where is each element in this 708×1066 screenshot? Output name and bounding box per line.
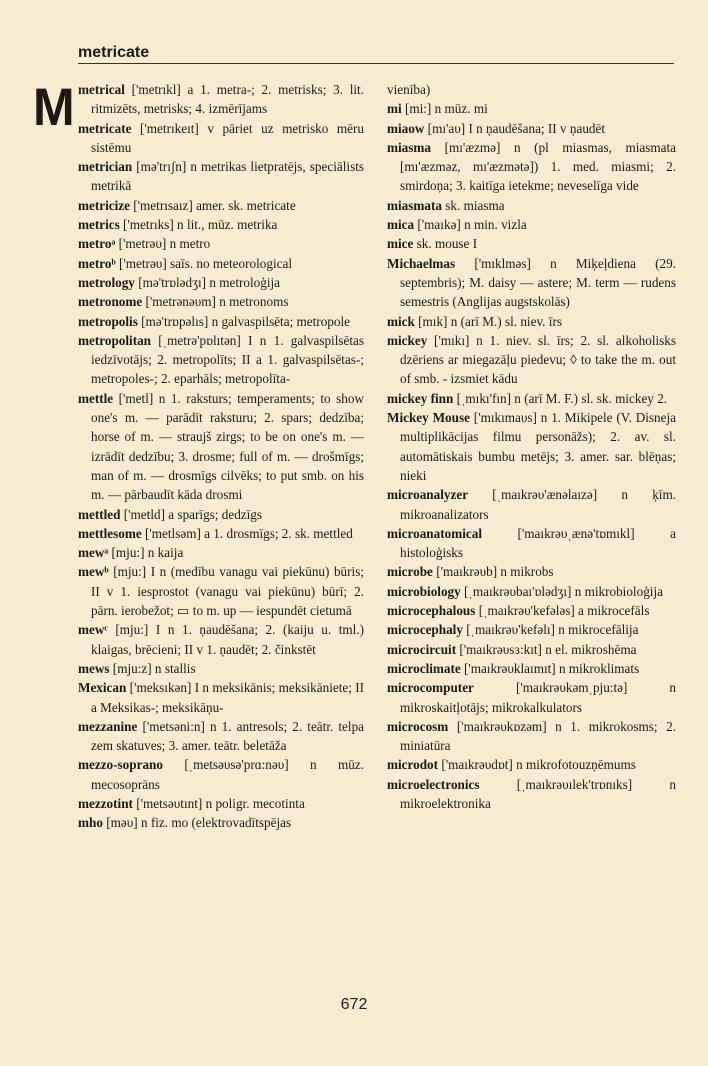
entry-pronunciation: [mə'trıʃn]: [136, 159, 187, 175]
dictionary-entry: [387, 138, 676, 196]
entry-definition: n poligr. mecotinta: [205, 795, 305, 811]
dictionary-entry: [78, 273, 364, 292]
entry-definition: n stallis: [154, 660, 196, 676]
entry-definition: a 1. metra-; 2. metrisks; 3. lit. ritmizēts, metrisks; 4. izmērījams: [91, 82, 365, 117]
entry-pronunciation: ['meksıkən]: [129, 680, 192, 696]
entry-headword: mettled: [78, 506, 121, 522]
dictionary-entry: [78, 196, 364, 215]
entry-headword: mi: [387, 101, 402, 117]
dictionary-entry: [387, 582, 676, 601]
entry-headword: mewᶜ: [78, 622, 108, 638]
entry-definition: I n (medību vanagu vai piekūnu) būris; II v 1. iesprostot (vanagu vai piekūnu) būrī; 2. pārn. ierobežot; ▭ to m. up — iespundēt cietumā: [91, 564, 365, 619]
entry-definition: sk. miasma: [445, 197, 505, 213]
dictionary-entry: [387, 312, 676, 331]
entry-headword: mettlesome: [78, 525, 142, 541]
entry-pronunciation: [mık]: [418, 313, 448, 329]
entry-definition: saīs. no meteorological: [170, 255, 292, 271]
entry-headword: Mexican: [78, 680, 127, 696]
entry-headword: miasmata: [387, 197, 442, 213]
dictionary-entry: [78, 312, 364, 331]
entry-headword: microanalyzer: [387, 487, 469, 503]
dictionary-entry: [387, 389, 676, 408]
dictionary-entry: [78, 794, 364, 813]
dictionary-entry: [387, 80, 676, 99]
dictionary-entry: [387, 331, 676, 389]
entry-definition: n mūz. mecosoprāns: [91, 757, 364, 792]
entry-headword: mezzo-soprano: [78, 757, 163, 773]
dictionary-entry: [387, 524, 676, 563]
entry-headword: mezzanine: [78, 718, 138, 734]
entry-pronunciation: ['maıkə]: [417, 217, 461, 233]
entry-pronunciation: [ˌmaıkrəυ'kefəlı]: [466, 622, 555, 638]
dictionary-entry: [78, 215, 364, 234]
entry-pronunciation: [mi:]: [404, 101, 432, 117]
entry-headword: microcosm: [387, 718, 449, 734]
entry-headword: mickey: [387, 332, 428, 348]
entry-pronunciation: ['maıkrəυkɒzəm]: [456, 718, 547, 734]
entry-headword: metrology: [78, 274, 135, 290]
right-column: [387, 80, 676, 813]
entry-headword: microbiology: [387, 583, 461, 599]
dictionary-entry: [387, 659, 676, 678]
entry-headword: microdot: [387, 757, 439, 773]
entry-headword: metricize: [78, 197, 130, 213]
entry-headword: mica: [387, 217, 415, 233]
entry-headword: mick: [387, 313, 415, 329]
entry-headword: microclimate: [387, 660, 461, 676]
entry-definition: a mikrocefāls: [578, 603, 650, 619]
entry-pronunciation: ['metrəυ]: [119, 255, 167, 271]
entry-definition: I n ņaudēšana; II v ņaudēt: [468, 120, 606, 136]
dictionary-entry: [78, 234, 364, 253]
dictionary-entry: [78, 505, 364, 524]
entry-pronunciation: [ˌmaıkrəυ'kefələs]: [478, 603, 575, 619]
entry-pronunciation: [mı'aυ]: [427, 120, 466, 136]
entry-definition: a histoloģisks: [400, 525, 676, 561]
dictionary-entry: [78, 292, 364, 311]
entry-definition: n ķīm. mikroanalizators: [400, 487, 676, 522]
entry-pronunciation: ['metld]: [123, 506, 165, 522]
dictionary-entry: [78, 562, 364, 620]
dictionary-entry: [78, 389, 364, 505]
entry-definition: n mūz. mi: [434, 101, 488, 117]
dictionary-entry: [78, 813, 364, 832]
dictionary-entry: [387, 562, 676, 581]
entry-pronunciation: ['metsəni:n]: [142, 718, 205, 734]
header-rule: [78, 63, 674, 64]
entry-headword: microcephalous: [387, 603, 476, 619]
entry-definition: a sparīgs; dedzīgs: [168, 506, 263, 522]
entry-pronunciation: ['metrısaız]: [133, 197, 193, 213]
entry-definition: n (arī M. F.) sl. sk. mickey 2.: [514, 390, 668, 406]
entry-definition: n mikroelektronika: [400, 776, 676, 811]
entry-pronunciation: [mju:]: [115, 622, 149, 638]
entry-definition: n metro: [169, 236, 211, 252]
dictionary-entry: [387, 485, 676, 524]
dictionary-entry: [387, 254, 676, 312]
entry-definition: vienība): [387, 82, 431, 97]
entry-definition: n (arī M.) sl. niev. īrs: [450, 313, 562, 329]
dictionary-entry: [78, 157, 364, 196]
entry-headword: mho: [78, 815, 103, 831]
entry-definition: n mikrobs: [500, 564, 554, 580]
entry-headword: microcomputer: [387, 680, 474, 696]
entry-pronunciation: ['metrıkl]: [131, 82, 181, 97]
entry-pronunciation: ['mıklməs]: [474, 255, 531, 271]
entry-pronunciation: [mju:z]: [112, 660, 152, 676]
entry-definition: n fiz. mo (elektrovadītspējas: [140, 815, 292, 831]
entry-headword: mews: [78, 660, 110, 676]
entry-pronunciation: ['metlsəm]: [145, 525, 201, 541]
entry-definition: n lit., mūz. metrika: [177, 217, 278, 233]
page-number: 672: [340, 996, 368, 1013]
entry-definition: n Miķeļdiena (29. septembris); M. daisy — astere; M. term — rudens semestris (Anglijas augstskolās): [400, 255, 676, 310]
entry-definition: v pāriet uz metrisko mēru sistēmu: [91, 120, 364, 155]
entry-headword: microanatomical: [387, 525, 482, 541]
dictionary-entry: [387, 196, 676, 215]
drop-cap-letter: M: [33, 77, 75, 137]
entry-definition: amer. sk. metricate: [196, 197, 296, 213]
entry-pronunciation: ['metrıkeıt]: [140, 120, 199, 136]
entry-pronunciation: ['maıkrəυsɜ:kıt]: [459, 641, 542, 657]
dictionary-entry: [387, 601, 676, 620]
entry-pronunciation: ['mıkı]: [434, 332, 470, 348]
entry-pronunciation: [mı'æzmə]: [444, 139, 501, 155]
entry-definition: n 1. Mikipele (V. Disneja multiplikācijas filmu personāžs); 2. av. sl. automātiskais bumbu metējs; 3. amer. sar. blēņas; nieki: [400, 410, 677, 483]
entry-definition: n mikrofotouzņēmums: [516, 757, 636, 773]
entry-headword: metropolis: [78, 313, 138, 329]
entry-headword: metrical: [78, 82, 125, 97]
entry-definition: sk. mouse I: [416, 236, 478, 252]
entry-headword: Michaelmas: [387, 255, 456, 271]
entry-definition: n (pl miasmas, miasmata [mı'æzməz, mı'æzmətə]) 1. med. miasmi; 2. smirdoņa; 3. kaitīga ietekme; neveselīga vide: [400, 139, 676, 194]
dictionary-entry: [78, 254, 364, 273]
entry-definition: n kaija: [147, 545, 184, 561]
entry-definition: n galvaspilsēta; metropole: [211, 313, 350, 329]
entry-definition: n mikroklimats: [558, 660, 640, 676]
dictionary-entry: [78, 620, 364, 659]
entry-headword: metroᵃ: [78, 236, 116, 252]
entry-pronunciation: ['maıkrəυdɒt]: [441, 757, 513, 773]
entry-headword: microelectronics: [387, 776, 480, 792]
entry-pronunciation: ['maıkrəυˌænə'tɒmıkl]: [517, 525, 635, 541]
dictionary-entry: [387, 640, 676, 659]
entry-pronunciation: [mə'trɒpəlıs]: [141, 313, 209, 329]
entry-headword: mickey finn: [387, 390, 454, 406]
dictionary-entry: [78, 755, 364, 794]
entry-headword: miaow: [387, 120, 425, 136]
entry-pronunciation: [ˌmıkı'fın]: [456, 390, 511, 406]
dictionary-entry: [78, 543, 364, 562]
entry-pronunciation: [ˌmetrə'pɒlıtən]: [158, 332, 241, 348]
dictionary-entry: [387, 775, 676, 814]
dictionary-entry: [78, 331, 364, 389]
entry-pronunciation: [məυ]: [106, 815, 138, 831]
entry-pronunciation: [mju:]: [113, 564, 147, 580]
dictionary-entry: [387, 678, 676, 717]
dictionary-entry: [387, 215, 676, 234]
entry-definition: I n 1. galvaspilsētas iedzīvotājs; 2. metropolīts; II a 1. galvaspilsētas-; metropoles-; 2. eparhāls; metropolīta-: [91, 332, 365, 387]
dictionary-entry: [387, 755, 676, 774]
entry-headword: metrics: [78, 217, 120, 233]
entry-definition: n 1. antresols; 2. teātr. telpa zem skatuves; 3. amer. teātr. beletāža: [91, 718, 365, 754]
entry-headword: miasma: [387, 139, 431, 155]
entry-headword: mezzotint: [78, 795, 133, 811]
entry-definition: a 1. drosmīgs; 2. sk. mettled: [204, 525, 353, 541]
dictionary-entry: [387, 620, 676, 639]
entry-definition: n 1. mikrokosms; 2. miniatūra: [400, 718, 677, 754]
entry-definition: I n meksikānis; meksikāniete; II a Meksikas-; meksikāņu-: [91, 680, 365, 715]
entry-definition: n el. mikroshēma: [545, 641, 637, 657]
entry-definition: I n 1. ņaudēšana; 2. (kaiju u. tml.) klaigas, brēcieni; II v 1. ņaudēt; 2. činkstēt: [91, 622, 365, 657]
entry-headword: microbe: [387, 564, 433, 580]
entry-pronunciation: [mə'trɒlədʒı]: [138, 274, 207, 290]
entry-pronunciation: ['metrıks]: [123, 217, 174, 233]
entry-headword: Mickey Mouse: [387, 410, 470, 426]
entry-headword: metronome: [78, 294, 143, 310]
dictionary-entry: [387, 717, 676, 756]
entry-pronunciation: [ˌmetsəυsə'prɑ:nəυ]: [184, 757, 289, 773]
entry-pronunciation: [mju:]: [111, 545, 145, 561]
entry-headword: metricate: [78, 120, 132, 136]
entry-pronunciation: ['metsəυtınt]: [136, 795, 203, 811]
dictionary-entry: [78, 678, 364, 717]
entry-definition: n mikroskaitļotājs; mikrokalkulators: [400, 680, 677, 715]
dictionary-entry: [387, 119, 676, 138]
entry-definition: n mikrocefālija: [558, 622, 639, 638]
dictionary-entry: [78, 717, 364, 756]
dictionary-entry: [387, 99, 676, 118]
entry-definition: n metrikas lietpratējs, speciālists metrikā: [91, 159, 364, 194]
entry-pronunciation: [ˌmaıkrəυılek'trɒnıks]: [516, 776, 633, 792]
entry-headword: microcircuit: [387, 641, 457, 657]
entry-pronunciation: ['maıkrəυklaımıt]: [464, 660, 556, 676]
dictionary-entry: [78, 80, 364, 119]
entry-headword: mettle: [78, 390, 114, 406]
entry-pronunciation: ['maıkrəυkəmˌpju:tə]: [515, 680, 628, 696]
entry-headword: metrician: [78, 159, 133, 175]
running-header: metricate: [78, 44, 150, 61]
dictionary-entry: [78, 524, 364, 543]
entry-headword: microcephaly: [387, 622, 463, 638]
dictionary-entry: [387, 408, 676, 485]
entry-headword: mewᵃ: [78, 545, 109, 561]
entry-pronunciation: ['mıkımaυs]: [473, 410, 537, 426]
entry-definition: n 1. raksturs; temperaments; to show one's m. — parādīt raksturu; 2. spars; dedzība; horse of m. — straujš zirgs; to be on one's m. — izrādīt dedzību; 3. drosme; full of m. — drošmīgs; man of m. — drosmīgs cilvēks; to put smb. on his m. — pārbaudīt kāda drosmi: [91, 390, 364, 503]
left-column: [78, 80, 364, 833]
entry-headword: metropolitan: [78, 332, 152, 348]
entry-pronunciation: ['metrəυ]: [118, 236, 167, 252]
entry-definition: n metroloģija: [209, 274, 281, 290]
entry-pronunciation: ['metrənəυm]: [145, 294, 216, 310]
entry-definition: n 1. niev. sl. īrs; 2. sl. alkoholisks dzēriens ar miegazāļu piedevu; ◊ to take the m. out of smb. - izsmiet kādu: [400, 332, 677, 387]
entry-definition: n mikrobioloģija: [574, 583, 663, 599]
entry-headword: mewᵇ: [78, 564, 109, 580]
entry-headword: metroᵇ: [78, 255, 116, 271]
entry-definition: n min. vizla: [464, 217, 527, 233]
entry-pronunciation: ['metl]: [118, 390, 154, 406]
dictionary-entry: [78, 119, 364, 158]
dictionary-entry: [387, 234, 676, 253]
entry-definition: n metronoms: [219, 294, 289, 310]
entry-pronunciation: [ˌmaıkrəυbaı'ɒlədʒı]: [464, 583, 572, 599]
entry-pronunciation: ['maıkrəυb]: [436, 564, 498, 580]
entry-pronunciation: [ˌmaıkrəυ'ænəlaızə]: [492, 487, 598, 503]
entry-headword: mice: [387, 236, 414, 252]
dictionary-entry: [78, 659, 364, 678]
